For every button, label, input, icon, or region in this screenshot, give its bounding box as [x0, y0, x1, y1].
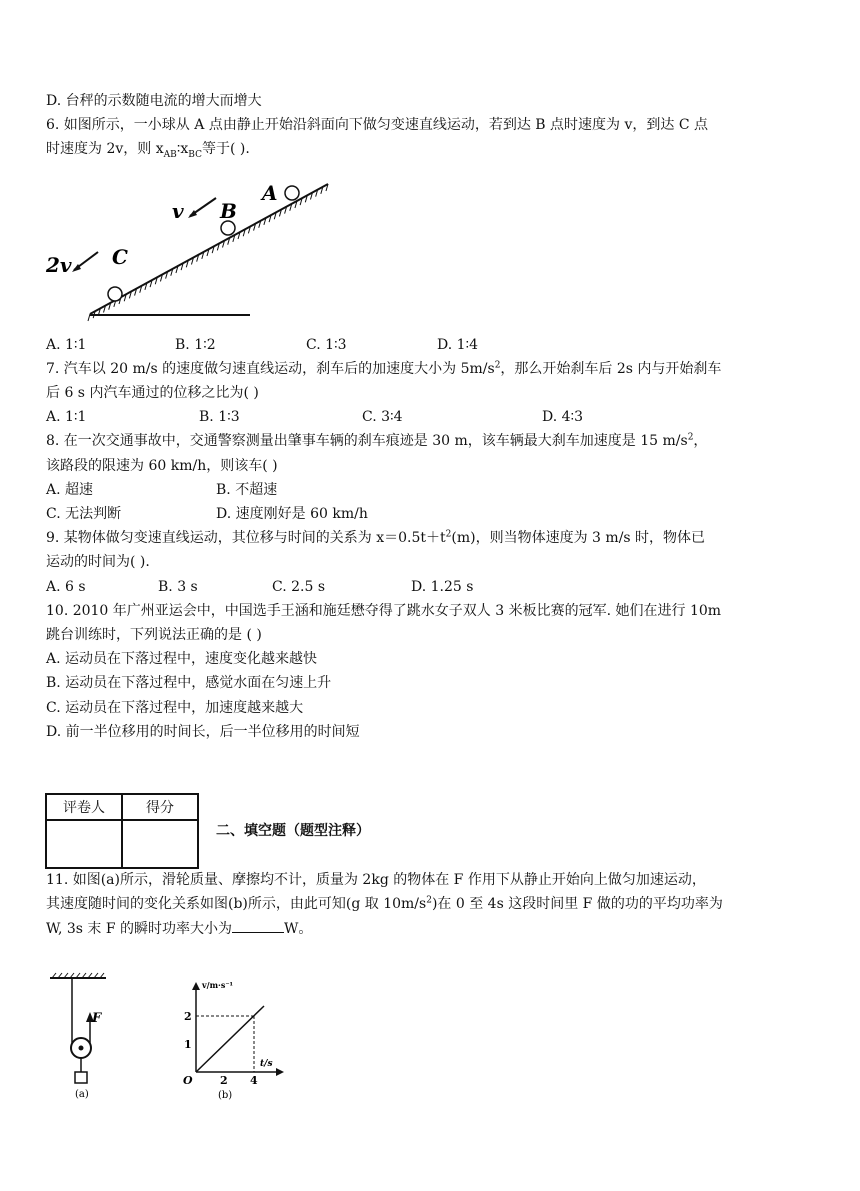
- q11-stem-line2: 其速度随时间的变化关系如图(b)所示，由此可知(g 取 $10m/s^2$)在 0 至 4s 这段时间里 F 做的功的平均功率为: [46, 895, 723, 912]
- q8-stem-line1: 8. 在一次交通事故中，交通警察测量出肇事车辆的刹车痕迹是 30 m，该车辆最大刹车加速度是 15 $m/s^2$，: [46, 432, 708, 449]
- q9-stem-line1: 9. 某物体做匀变速直线运动，其位移与时间的关系为 $x=0.5t+t^2(m)$，则当物体速度为 3 m/s 时，物体已: [46, 529, 706, 546]
- q7-option-a: A. 1∶1: [46, 409, 87, 425]
- q8-option-d: D. 速度刚好是 60 km/h: [216, 506, 368, 522]
- q8-option-b: B. 不超速: [216, 482, 278, 498]
- q6-option-b: B. 1∶2: [175, 337, 216, 353]
- score-cell: [122, 820, 198, 868]
- ball-a: [285, 186, 299, 200]
- caption-b: (b): [218, 1090, 233, 1101]
- q7-option-c: C. 3∶4: [362, 409, 403, 425]
- block: [75, 1072, 87, 1083]
- q9-option-b: B. 3 s: [158, 579, 198, 595]
- q8-stem-line2: 该路段的限速为 60 km/h，则该车( ): [46, 458, 278, 474]
- q11-figure-a-pulley: [48, 972, 108, 1102]
- xlabel: t/s: [260, 1059, 273, 1069]
- q8-option-a: A. 超速: [46, 482, 94, 498]
- x-tick-4: 4: [250, 1074, 258, 1087]
- q6-stem-line2: 时速度为 2v，则 $x_{AB}∶x_{BC}$等于( ).: [46, 141, 250, 160]
- q10-stem-line1: 10. 2010 年广州亚运会中，中国选手王涵和施廷懋夺得了跳水女子双人 3 米板比赛的冠军. 她们在进行 10m: [46, 603, 722, 619]
- q11-figure-b-vt-graph: [180, 978, 290, 1104]
- q10-stem-line2: 跳台训练时，下列说法正确的是 ( ): [46, 627, 262, 643]
- label-b: B: [220, 199, 237, 223]
- q6-option-d: D. 1∶4: [437, 337, 479, 353]
- q11-stem-line3: W, 3s 末 F 的瞬时功率大小为 W。: [46, 921, 313, 937]
- q9-stem-line2: 运动的时间为( ).: [46, 554, 150, 570]
- q5-option-d: D. 台秤的示数随电流的增大而增大: [46, 93, 262, 109]
- q7-option-b: B. 1∶3: [199, 409, 240, 425]
- q10-option-a: A. 运动员在下落过程中，速度变化越来越快: [46, 651, 318, 667]
- reviewer-header: 评卷人: [46, 794, 122, 820]
- q7-stem-line1: 7. 汽车以 20 m/s 的速度做匀速直线运动，刹车后的加速度大小为 $5m/s^2$，那么开始刹车后 2s 内与开始刹车: [46, 360, 722, 377]
- label-a: A: [262, 181, 278, 205]
- ball-c: [108, 287, 122, 301]
- q10-option-b: B. 运动员在下落过程中，感觉水面在匀速上升: [46, 675, 332, 691]
- q9-option-c: C. 2.5 s: [272, 579, 326, 595]
- q11-stem-line1: 11. 如图(a)所示，滑轮质量、摩擦均不计，质量为 2kg 的物体在 F 作用下从静止开始向上做匀加速运动，: [46, 872, 706, 888]
- q10-option-c: C. 运动员在下落过程中，加速度越来越大: [46, 700, 304, 716]
- q6-incline-figure: [40, 168, 340, 328]
- score-table: [45, 793, 199, 869]
- label-v: v: [172, 199, 184, 223]
- caption-a: (a): [75, 1089, 89, 1100]
- reviewer-cell: [46, 820, 122, 868]
- score-header: 得分: [122, 794, 198, 820]
- q9-option-d: D. 1.25 s: [411, 579, 474, 595]
- q6-option-a: A. 1∶1: [46, 337, 87, 353]
- label-c: C: [112, 245, 128, 269]
- ylabel: v/m·s⁻¹: [202, 980, 234, 990]
- ball-b: [221, 221, 235, 235]
- label-2v: 2v: [46, 253, 72, 277]
- y-tick-1: 1: [184, 1038, 192, 1051]
- section-title: 二、填空题（题型注释）: [216, 823, 370, 839]
- q6-stem-line1: 6. 如图所示，一小球从 A 点由静止开始沿斜面向下做匀变速直线运动，若到达 B 点时速度为 v，到达 C 点: [46, 117, 708, 133]
- q9-option-a: A. 6 s: [46, 579, 86, 595]
- q6-option-c: C. 1∶3: [306, 337, 347, 353]
- origin-label: O: [183, 1074, 193, 1087]
- q7-option-d: D. 4∶3: [542, 409, 584, 425]
- y-tick-2: 2: [184, 1010, 192, 1023]
- label-f: F: [92, 1011, 102, 1026]
- x-tick-2: 2: [220, 1074, 228, 1087]
- answer-blank[interactable]: [232, 919, 284, 933]
- q8-option-c: C. 无法判断: [46, 506, 122, 522]
- q10-option-d: D. 前一半位移用的时间长，后一半位移用的时间短: [46, 724, 360, 740]
- q7-stem-line2: 后 6 s 内汽车通过的位移之比为( ): [46, 385, 259, 401]
